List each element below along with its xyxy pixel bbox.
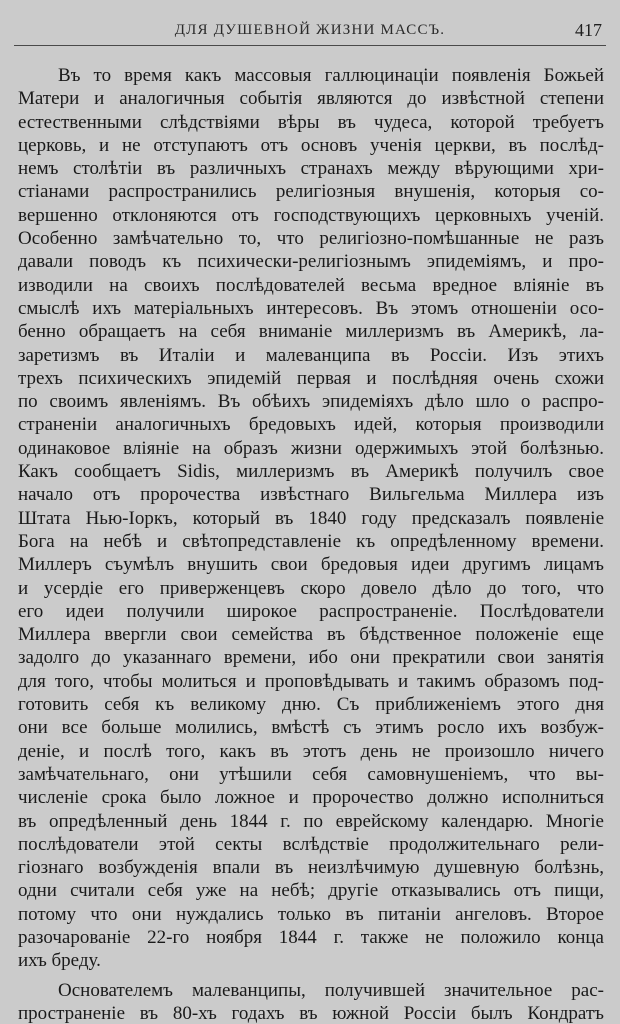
running-title: ДЛЯ ДУШЕВНОЙ ЖИЗНИ МАССЪ. bbox=[174, 22, 446, 38]
paragraph-2 bbox=[18, 979, 604, 1024]
text-line: трехъ психическихъ эпидемій первая и послѣдняя очень схожи bbox=[18, 367, 604, 389]
text-line: вершенно отклоняются отъ господствующихъ церковныхъ ученій. bbox=[18, 204, 604, 226]
text-line: изводили на своихъ послѣдователей весьма вредное вліяніе въ bbox=[18, 274, 604, 296]
text-line: Основателемъ малеванципы, получившей значительное рас- bbox=[58, 979, 604, 1001]
text-line: начало отъ пророчества извѣстнаго Вильгельма Миллера изъ bbox=[18, 484, 604, 506]
text-line: гіознаго возбужденія впали въ неизлѣчимую душевную болѣзнь, bbox=[18, 857, 604, 879]
text-line: смыслѣ ихъ матеріальныхъ интересовъ. Въ этомъ отношеніи осо- bbox=[18, 297, 604, 319]
text-line: его идеи получили широкое распространеніе. Послѣдователи bbox=[18, 600, 604, 622]
text-line: естественными слѣдствіями вѣры въ чудеса, которой требуетъ bbox=[18, 111, 604, 133]
text-line: бенно обращаетъ на себя вниманіе миллеризмъ въ Америкѣ, ла- bbox=[18, 321, 604, 343]
text-line: разочарованіе 22-го ноября 1844 г. также не положило конца bbox=[18, 926, 604, 948]
text-line: немъ столѣтіи въ различныхъ странахъ между вѣрующими хри- bbox=[18, 158, 604, 180]
text-line: послѣдователи этой секты вслѣдствіе продолжительнаго рели- bbox=[18, 833, 604, 855]
text-line: Миллеръ съумѣлъ внушить свои бредовыя идеи другимъ лицамъ bbox=[18, 554, 604, 576]
text-line: готовить себя къ великому дню. Съ приближеніемъ этого дня bbox=[18, 694, 604, 716]
text-line: пространеніе въ 80-хъ годахъ въ южной Россіи былъ Кондратъ bbox=[18, 1002, 604, 1024]
text-line: замѣчательнаго, они утѣшили себя самовнушеніемъ, что вы- bbox=[18, 763, 604, 785]
text-line: одни считали себя уже на небѣ; другіе отказывались отъ пищи, bbox=[18, 880, 604, 902]
text-line: церковь, и не отступаютъ отъ основъ ученія церкви, въ послѣд- bbox=[18, 134, 604, 156]
page-number: 417 bbox=[575, 20, 602, 40]
header-rule bbox=[14, 45, 606, 46]
running-header bbox=[14, 22, 606, 48]
text-line: задолго до указаннаго времени, ибо они прекратили свои занятія bbox=[18, 647, 604, 669]
paragraph-1 bbox=[18, 64, 604, 973]
text-line: численіе срока было ложное и пророчество должно исполниться bbox=[18, 787, 604, 809]
text-line: потому что они нуждались только въ питаніи ангеловъ. Второе bbox=[18, 903, 604, 925]
text-line: Матери и аналогичныя событія являются до извѣстной степени bbox=[18, 88, 604, 110]
text-line: одинаковое вліяніе на образъ жизни одержимыхъ этой болѣзнью. bbox=[18, 437, 604, 459]
text-line: Въ то время какъ массовыя галлюцинаціи появленія Божьей bbox=[58, 65, 604, 86]
text-line: въ опредѣленный день 1844 г. по еврейскому календарю. Многіе bbox=[18, 810, 604, 832]
text-line: давали поводъ къ психически-религіознымъ эпидеміямъ, и про- bbox=[18, 251, 604, 273]
text-line: по своимъ явленіямъ. Въ обѣихъ эпидеміяхъ дѣло шло о распро- bbox=[18, 391, 604, 413]
text-line: стіанами распространились религіозныя внушенія, которыя со- bbox=[18, 181, 604, 203]
text-line: заретизмъ въ Италіи и малеванципа въ Россіи. Изъ этихъ bbox=[18, 344, 604, 366]
text-line: и усердіе его приверженцевъ скоро довело дѣло до того, что bbox=[18, 577, 604, 599]
text-line: деніе, и послѣ того, какъ въ этотъ день не произошло ничего bbox=[18, 740, 604, 762]
text-line: Бога на небѣ и свѣтопредставленіе къ опредѣленному времени. bbox=[18, 530, 604, 552]
body-text bbox=[18, 64, 604, 1024]
text-line: страненіи аналогичныхъ бредовыхъ идей, которыя производили bbox=[18, 414, 604, 436]
text-line: они все больше молились, вмѣстѣ съ этимъ росло ихъ возбуж- bbox=[18, 717, 604, 739]
text-line: для того, чтобы молиться и проповѣдывать и такимъ образомъ под- bbox=[18, 670, 604, 692]
text-line: Какъ сообщаетъ Sidis, миллеризмъ въ Америкѣ получилъ свое bbox=[18, 461, 604, 483]
text-line: Штата Нью-Іоркъ, который въ 1840 году предсказалъ появленіе bbox=[18, 507, 604, 529]
text-line: Миллера ввергли свои семейства въ бѣдственное положеніе еще bbox=[18, 624, 604, 646]
text-line: Особенно замѣчательно то, что религіозно-помѣшанные не разъ bbox=[18, 228, 604, 250]
text-line: ихъ бреду. bbox=[18, 950, 101, 972]
